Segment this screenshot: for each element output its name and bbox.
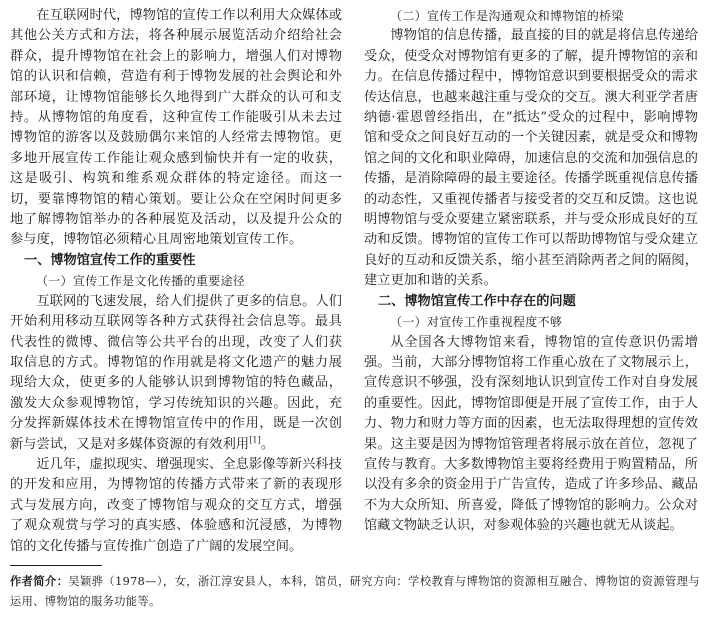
intro-paragraph: 在互联网时代，博物馆的宣传工作以利用大众媒体或其他公关方式和方法，将各种展示展览活动介绍给社会群众，提升博物馆在社会上的影响力，增强人们对博物馆的认识和信赖，营造有利于博物发展的社会舆论和外部环境，让博物馆能够长久地得到广大群众的认可和支持。从博物馆的角度看，这种宣传工作能吸引从未去过博物馆的游客以及鼓励偶尔来馆的人经常去博物馆。更多地开展宣传工作能让观众感到愉快并有一定的收获，这是吸引、构筑和维系观众群体的特定途径。而这一切，要靠博物馆的精心策划。要让公众在空闲时间更多地了解博物馆举办的各种展览及活动，以及提升公众的参与度，博物馆必须精心且周密地策划宣传工作。	[10, 8, 343, 248]
subsection-heading-bridge: （二）宣传工作是沟通观众和博物馆的桥梁	[390, 9, 624, 23]
internet-paragraph	[10, 292, 342, 455]
communication-paragraph: 博物馆的信息传播，最直接的目的就是将信息传递给受众，使受众对博物馆有更多的了解，提升博物馆的亲和力。在信息传播过程中，博物馆意识到要根据受众的需求传达信息，也越来越注重与受众的交互。澳大利亚学者唐纳德·霍恩曾经指出，在“抵达”受众的过程中，影响博物馆和受众之间良好互动的一个关键因素，就是受众和博物馆之间的文化和职业障碍，加速信息的交流和加强信息的传播，是消除障碍的最主要途径。传播学既重视信息传播的动态性，又重视传播者与接受者的交互和反馈。这也说明博物馆与受众要建立紧密联系，并与受众形成良好的互动和反馈。博物馆的宣传工作可以帮助博物馆与受众建立良好的互动和反馈关系，缩小甚至消除两者之间的隔阂，建立更加和谐的关系。	[364, 28, 698, 289]
section-heading-importance: 一、博物馆宣传工作的重要性	[24, 252, 196, 268]
awareness-paragraph: 从全国各大博物馆来看，博物馆的宣传意识仍需增强。当前，大部分博物馆将工作重心放在了文物展示上，宣传意识不够强，没有深刻地认识到宣传工作对自身发展的重要性。因此，博物馆即便是开展了宣传工作，由于人力、物力和财力等方面的因素，也无法取得理想的宣传效果。这主要是因为博物馆管理者将展示放在首位，忽视了宣传与教育。大多数博物馆主要将经费用于购置精品，所以没有多余的资金用于广告宣传，造成了许多珍品、藏品不为大众所知、所喜爱，降低了博物馆的影响力。公众对馆藏文物缺乏认识，对参观体验的兴趣也就无从谈起。	[364, 334, 698, 534]
author-note-label: 作者简介：	[10, 575, 69, 588]
subsection-heading-insufficient-attention: （一）对宣传工作重视程度不够	[390, 315, 563, 330]
author-note	[10, 572, 700, 611]
citation-ref: [1]	[249, 435, 261, 445]
right-column	[364, 6, 698, 537]
left-column	[10, 6, 342, 557]
subsection-heading-cultural-transmission: （一）宣传工作是文化传播的重要途径	[36, 274, 246, 289]
footnote-divider	[10, 565, 102, 566]
internet-paragraph-text: 互联网的飞速发展，给人们提供了更多的信息。人们开始利用移动互联网等各种方式获得社会信息等。最具代表性的微博、微信等公共平台的出现，改变了人们获取信息的方式。博物馆的作用就是将文化遗产的魅力展现给大众，使更多的人能够认识到博物馆的特色藏品，激发大众参观博物馆，学习传统知识的兴趣。因此，充分发挥新媒体技术在博物馆宣传中的作用，既是一次创新与尝试，又是对多媒体资源的有效利用	[10, 293, 343, 452]
new-tech-paragraph: 近几年，虚拟现实、增强现实、全息影像等新兴科技的开发和应用，为博物馆的传播方式带来了新的表现形式与发展方向，改变了博物馆与观众的交互方式，增强了观众观赏与学习的真实感、体验感和沉浸感，为博物馆的文化传播与宣传推广创造了广阔的发展空间。	[10, 456, 343, 554]
section-heading-problems: 二、博物馆宣传工作中存在的问题	[378, 293, 576, 309]
author-note-text: 吴颖骅（1978—），女，浙江淳安县人，本科，馆员，研究方向：学校教育与博物馆的资源相互融合、博物馆的资源管理与运用、博物馆的服务功能等。	[10, 575, 700, 608]
internet-paragraph-end: 。	[260, 436, 275, 452]
